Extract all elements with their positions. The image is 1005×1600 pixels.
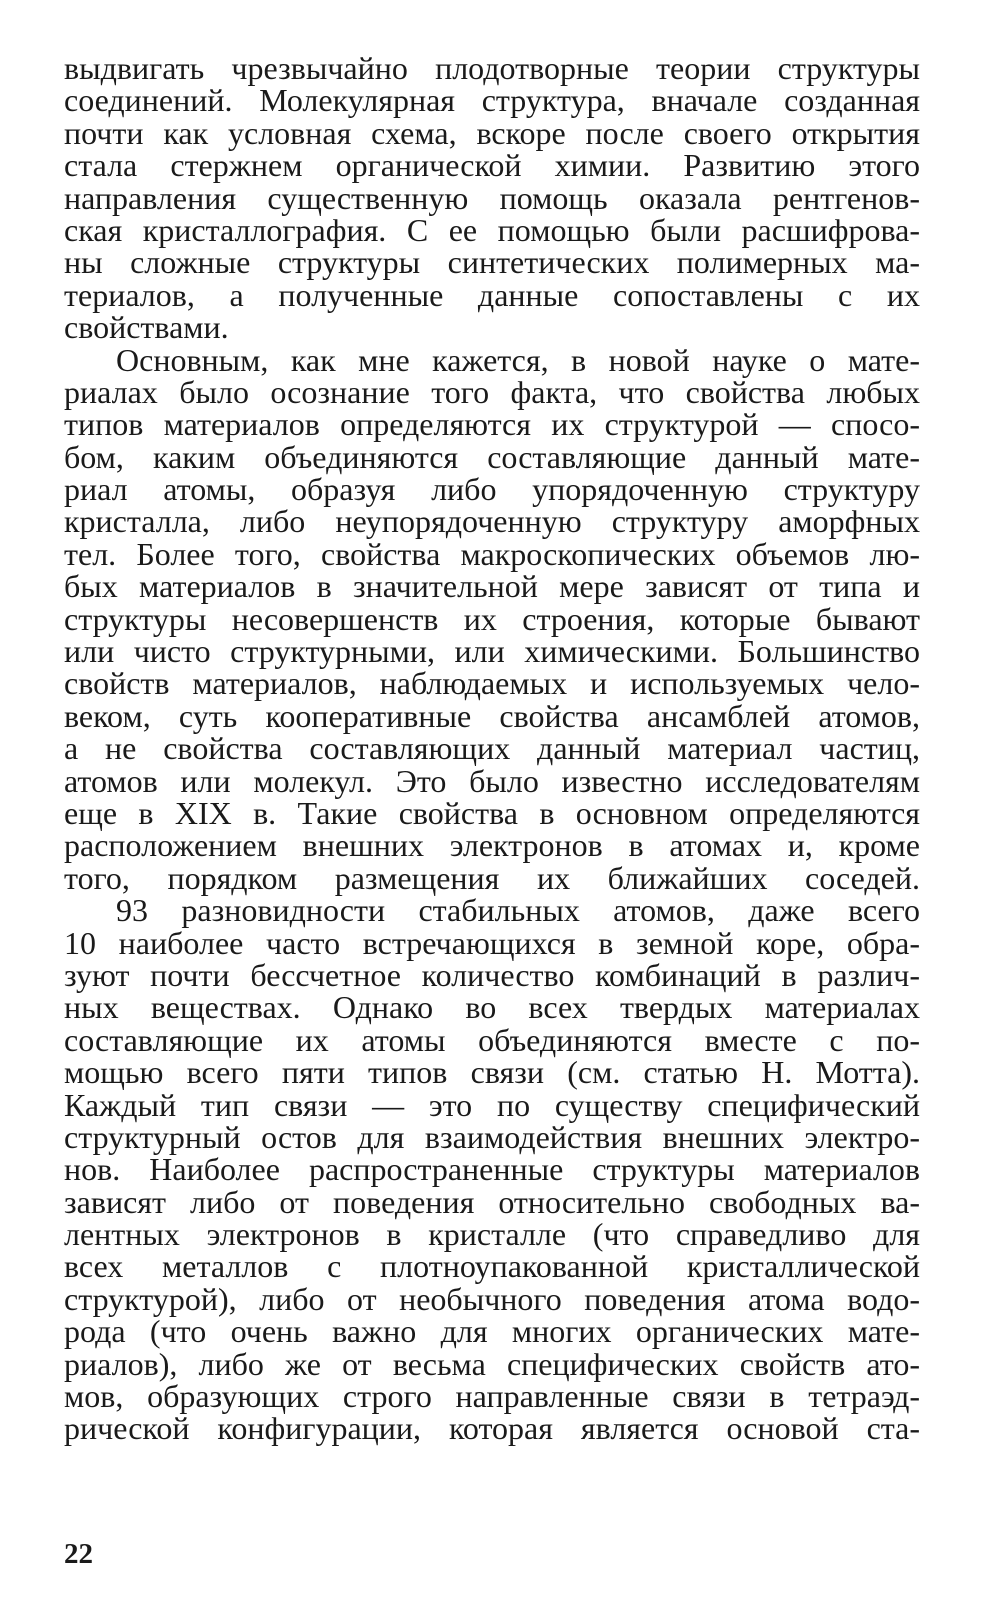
text-line: зависят либо от поведения относительно свободных ва- bbox=[64, 1183, 920, 1220]
text-line: зуют почти бессчетное количество комбинаций в различ- bbox=[64, 956, 920, 993]
text-line: соединений. Молекулярная структура, вначале созданная bbox=[64, 82, 920, 119]
text-line: 10 наиболее часто встречающихся в земной коре, обра- bbox=[64, 924, 920, 961]
text-line: Основным, как мне кажется, в новой науке о мате- bbox=[116, 341, 920, 378]
page-number: 22 bbox=[64, 1538, 93, 1570]
text-line: риал атомы, образуя либо упорядоченную структуру bbox=[64, 471, 920, 508]
text-line: тел. Более того, свойства макроскопических объемов лю- bbox=[64, 535, 920, 572]
text-line: или чисто структурными, или химическими. Большинство bbox=[64, 633, 920, 670]
text-line: типов материалов определяются их структурой — спосо- bbox=[64, 406, 920, 443]
text-line: ская кристаллография. С ее помощью были расшифрова- bbox=[64, 211, 920, 248]
text-line: риалов), либо же от весьма специфических свойств ато- bbox=[64, 1345, 920, 1382]
text-line: риалах было осознание того факта, что свойства любых bbox=[64, 373, 920, 410]
text-line: всех металлов с плотноупакованной кристаллической bbox=[64, 1248, 920, 1285]
text-line: мощью всего пяти типов связи (см. статью Н. Мотта). bbox=[64, 1054, 920, 1091]
text-line: расположением внешних электронов в атомах и, кроме bbox=[64, 827, 920, 864]
page-body bbox=[64, 52, 920, 1445]
text-line: мов, образующих строго направленные связи в тетраэд- bbox=[64, 1378, 920, 1415]
text-line: а не свойства составляющих данный материал частиц, bbox=[64, 730, 920, 767]
text-line: почти как условная схема, вскоре после своего открытия bbox=[64, 114, 920, 151]
paragraph-2 bbox=[64, 341, 920, 896]
text-line: кристалла, либо неупорядоченную структуру аморфных bbox=[64, 503, 920, 540]
text-line: териалов, а полученные данные сопоставлены с их bbox=[64, 276, 920, 313]
text-line: структурой), либо от необычного поведения атома водо- bbox=[64, 1280, 920, 1317]
text-line: веком, суть кооперативные свойства ансамблей атомов, bbox=[64, 697, 920, 734]
text-line: того, порядком размещения их ближайших соседей. bbox=[64, 859, 920, 896]
text-line: структурный остов для взаимодействия внешних электро- bbox=[64, 1118, 920, 1155]
text-line: бом, каким объединяются составляющие данный мате- bbox=[64, 438, 920, 475]
text-line: выдвигать чрезвычайно плодотворные теории структуры bbox=[64, 50, 920, 86]
text-line: 93 разновидности стабильных атомов, даже всего bbox=[116, 892, 920, 929]
text-line: направления существенную помощь оказала рентгенов- bbox=[64, 179, 920, 216]
text-line: нов. Наиболее распространенные структуры материалов bbox=[64, 1151, 920, 1188]
text-line: ны сложные структуры синтетических полимерных ма- bbox=[64, 244, 920, 281]
text-line: свойствами. bbox=[64, 309, 229, 346]
text-line: свойств материалов, наблюдаемых и используемых чело- bbox=[64, 665, 920, 702]
text-line: рической конфигурации, которая является основой ста- bbox=[64, 1410, 920, 1447]
text-line: бых материалов в значительной мере зависят от типа и bbox=[64, 568, 920, 605]
text-line: стала стержнем органической химии. Развитию этого bbox=[64, 147, 920, 184]
text-line: структуры несовершенств их строения, которые бывают bbox=[64, 600, 920, 637]
paragraph-1 bbox=[64, 52, 920, 344]
text-line: рода (что очень важно для многих органических мате- bbox=[64, 1313, 920, 1350]
text-line: еще в XIX в. Такие свойства в основном определяются bbox=[64, 794, 920, 831]
text-line: лентных электронов в кристалле (что справедливо для bbox=[64, 1216, 920, 1253]
text-line: ных веществах. Однако во всех твердых материалах bbox=[64, 989, 920, 1026]
paragraph-3 bbox=[64, 894, 920, 1445]
text-line: Каждый тип связи — это по существу специфический bbox=[64, 1086, 920, 1123]
text-line: составляющие их атомы объединяются вместе с по- bbox=[64, 1021, 920, 1058]
text-line: атомов или молекул. Это было известно исследователям bbox=[64, 762, 920, 799]
